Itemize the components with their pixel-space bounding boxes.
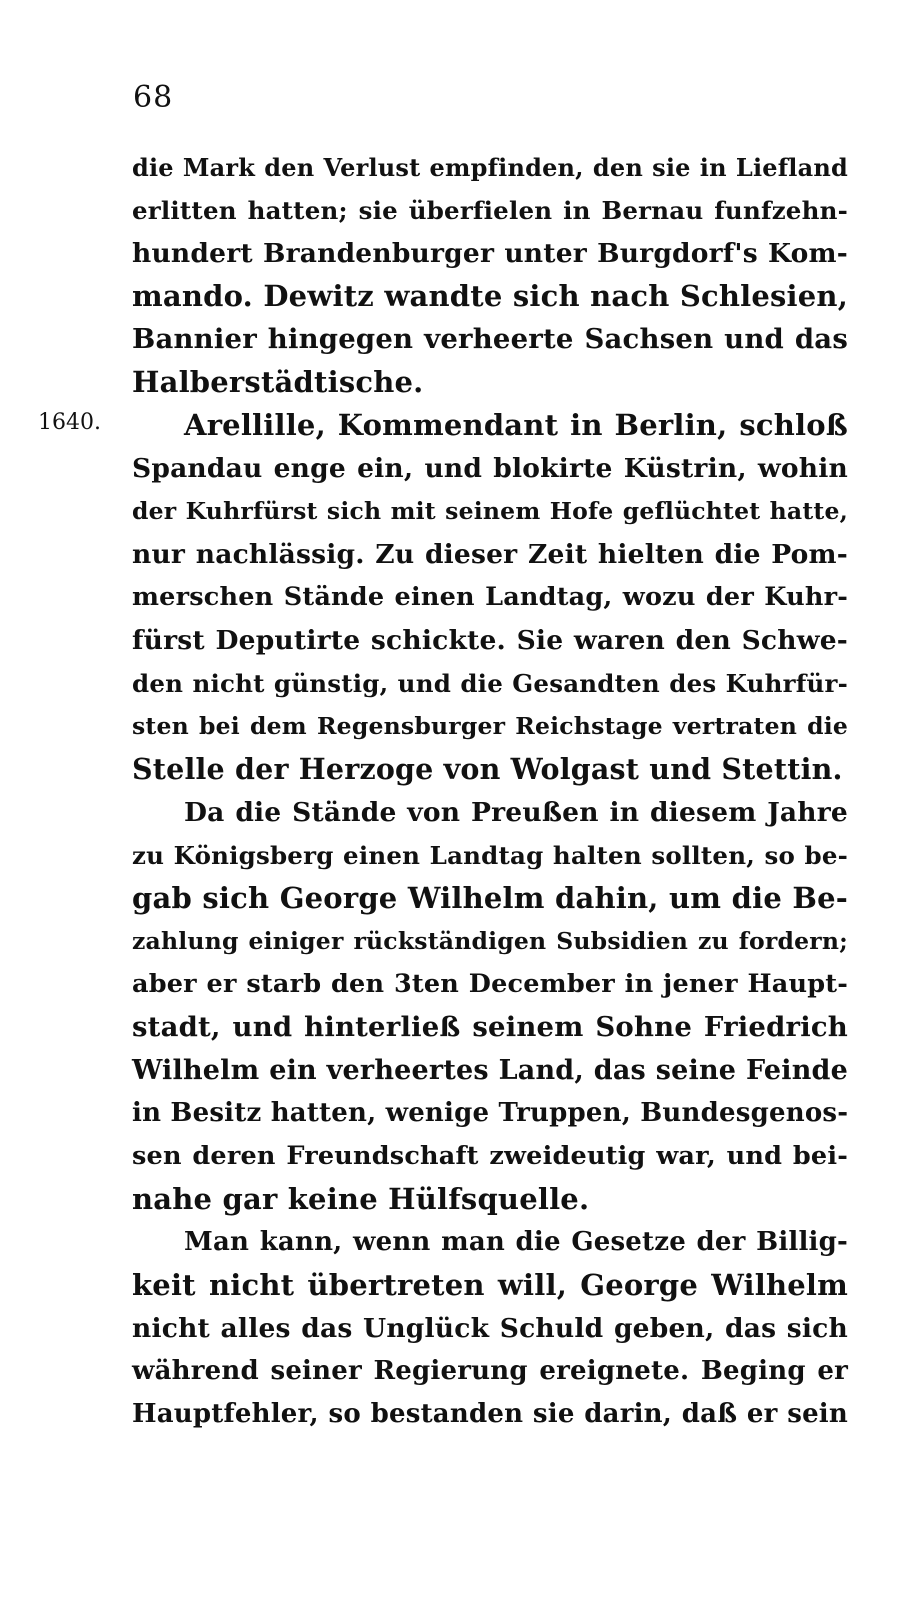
- text-line: der Kuhrfürst sich mit seinem Hofe geflüchtet hatte,: [132, 497, 848, 525]
- text-line: Arellille, Kommendant in Berlin, schloß: [184, 408, 848, 442]
- text-line: zu Königsberg einen Landtag halten sollten, so be-: [132, 841, 848, 870]
- text-line: während seiner Regierung ereignete. Beging er: [132, 1356, 848, 1386]
- text-line: hundert Brandenburger unter Burgdorf's Kom-: [132, 238, 848, 269]
- body-text: [132, 146, 848, 1436]
- text-line: Da die Stände von Preußen in diesem Jahre: [184, 797, 848, 828]
- text-line: aber er starb den 3ten December in jener Haupt-: [132, 969, 848, 999]
- text-line: Man kann, wenn man die Gesetze der Billig-: [184, 1227, 848, 1257]
- text-line: den nicht günstig, und die Gesandten des Kuhrfür-: [132, 669, 848, 698]
- text-line: die Mark den Verlust empfinden, den sie in Liefland: [132, 153, 848, 182]
- text-line: Bannier hingegen verheerte Sachsen und das: [132, 323, 848, 355]
- margin-year-note: 1640.: [38, 410, 101, 435]
- text-line: nur nachlässig. Zu dieser Zeit hielten die Pom-: [132, 539, 848, 570]
- text-line: Halberstädtische.: [132, 365, 424, 399]
- text-line: in Besitz hatten, wenige Truppen, Bundesgenos-: [132, 1098, 849, 1128]
- text-line: nicht alles das Unglück Schuld geben, das sich: [132, 1313, 848, 1344]
- text-line: erlitten hatten; sie überfielen in Bernau funfzehn-: [132, 196, 848, 225]
- text-line: Wilhelm ein verheertes Land, das seine Feinde: [132, 1055, 848, 1086]
- text-line: zahlung einiger rückständigen Subsidien zu fordern;: [132, 927, 848, 955]
- text-line: nahe gar keine Hülfsquelle.: [132, 1182, 590, 1216]
- text-line: sen deren Freundschaft zweideutig war, und bei-: [132, 1141, 848, 1171]
- text-line: merschen Stände einen Landtag, wozu der Kuhr-: [132, 582, 848, 612]
- text-line: gab sich George Wilhelm dahin, um die Be-: [132, 881, 848, 915]
- text-line: sten bei dem Regensburger Reichstage vertraten die: [132, 712, 848, 740]
- text-line: mando. Dewitz wandte sich nach Schlesien,: [132, 279, 848, 313]
- text-line: fürst Deputirte schickte. Sie waren den Schwe-: [132, 625, 848, 656]
- text-line: stadt, und hinterließ seinem Sohne Friedrich: [132, 1011, 848, 1043]
- text-line: Hauptfehler, so bestanden sie darin, daß er sein: [132, 1399, 848, 1429]
- text-line: Stelle der Herzoge von Wolgast und Stettin.: [132, 752, 843, 786]
- page-number: 68: [133, 80, 174, 115]
- text-line: keit nicht übertreten will, George Wilhelm: [132, 1268, 848, 1302]
- text-line: Spandau enge ein, und blokirte Küstrin, wohin: [132, 453, 848, 484]
